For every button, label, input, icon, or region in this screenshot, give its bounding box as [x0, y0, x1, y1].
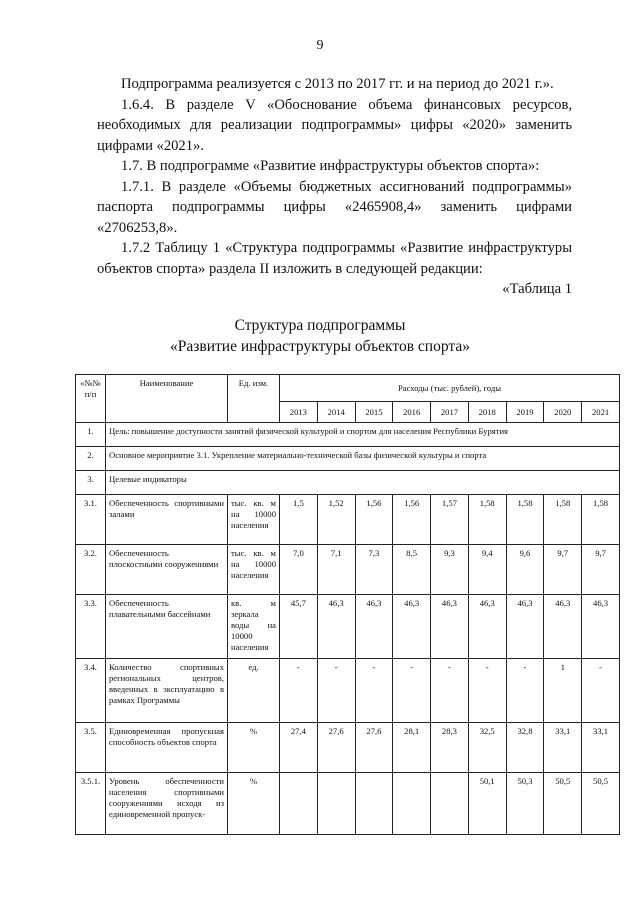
- value-cell: 46,3: [431, 595, 469, 659]
- body-text: [97, 74, 572, 300]
- indicator-name: Уровень обеспеченности населения спортивными сооружениями исходя из единовременной пропуск-: [106, 773, 228, 835]
- value-cell: 27,4: [280, 723, 318, 773]
- paragraph-3: 1.7. В подпрограмме «Развитие инфраструктуры объектов спорта»:: [121, 158, 540, 174]
- table-row: [76, 595, 620, 659]
- value-cell: 7,3: [355, 545, 393, 595]
- page-number: 9: [316, 38, 324, 53]
- value-cell: 28,1: [393, 723, 431, 773]
- value-cell: 46,3: [393, 595, 431, 659]
- value-cell: 27,6: [355, 723, 393, 773]
- indicators-text: Целевые индикаторы: [106, 471, 620, 495]
- year-cell: 2015: [355, 402, 393, 423]
- value-cell: -: [506, 659, 544, 723]
- value-cell: 1,52: [317, 495, 355, 545]
- value-cell: -: [393, 659, 431, 723]
- value-cell: 1,58: [468, 495, 506, 545]
- value-cell: 1: [544, 659, 582, 723]
- value-cell: 33,1: [544, 723, 582, 773]
- header-number: «№№ п/п: [76, 375, 106, 423]
- year-cell: 2018: [468, 402, 506, 423]
- row-number: 3.5.: [76, 723, 106, 773]
- header-expenses: Расходы (тыс. рублей), годы: [280, 375, 620, 402]
- indicator-unit: тыс. кв. м на 10000 населения: [228, 545, 280, 595]
- value-cell: 45,7: [280, 595, 318, 659]
- value-cell: 32,8: [506, 723, 544, 773]
- value-cell: 46,3: [317, 595, 355, 659]
- table-title-line-1: Структура подпрограммы: [234, 317, 406, 334]
- value-cell: 8,5: [393, 545, 431, 595]
- year-cell: 2017: [431, 402, 469, 423]
- row-number: 3.4.: [76, 659, 106, 723]
- value-cell: 1,57: [431, 495, 469, 545]
- structure-table: [75, 374, 620, 835]
- value-cell: 1,56: [355, 495, 393, 545]
- table-reference: «Таблица 1: [502, 281, 572, 297]
- value-cell: 9,7: [582, 545, 620, 595]
- value-cell: 1,58: [544, 495, 582, 545]
- row-number: 3.1.: [76, 495, 106, 545]
- indicator-unit: %: [228, 723, 280, 773]
- value-cell: 46,3: [582, 595, 620, 659]
- value-cell: 50,5: [544, 773, 582, 835]
- year-cell: 2013: [280, 402, 318, 423]
- table-row: [76, 723, 620, 773]
- value-cell: 32,5: [468, 723, 506, 773]
- table-title-line-2: «Развитие инфраструктуры объектов спорта»: [170, 338, 470, 355]
- table-row: [76, 773, 620, 835]
- value-cell: -: [317, 659, 355, 723]
- table-row: [76, 495, 620, 545]
- table-row: [76, 471, 620, 495]
- table-header-row: [76, 375, 620, 402]
- value-cell: 50,3: [506, 773, 544, 835]
- indicator-unit: тыс. кв. м на 10000 населения: [228, 495, 280, 545]
- year-cell: 2020: [544, 402, 582, 423]
- value-cell: 50,5: [582, 773, 620, 835]
- value-cell: 50,1: [468, 773, 506, 835]
- indicator-unit: кв. м зеркала воды на 10000 населения: [228, 595, 280, 659]
- value-cell: [393, 773, 431, 835]
- year-cell: 2019: [506, 402, 544, 423]
- value-cell: 1,5: [280, 495, 318, 545]
- value-cell: -: [280, 659, 318, 723]
- row-number: 3.: [76, 471, 106, 495]
- value-cell: -: [355, 659, 393, 723]
- value-cell: -: [582, 659, 620, 723]
- paragraph-4: 1.7.1. В разделе «Объемы бюджетных ассигнований подпрограммы» паспорта подпрограммы цифры «2465908,4» заменить цифрами «2706253,8».: [97, 178, 572, 236]
- indicator-name: Обеспеченность плоскостными сооружениями: [106, 545, 228, 595]
- header-name: Наименование: [106, 375, 228, 423]
- year-cell: 2021: [582, 402, 620, 423]
- value-cell: 9,4: [468, 545, 506, 595]
- row-number: 1.: [76, 423, 106, 447]
- value-cell: -: [468, 659, 506, 723]
- year-cell: 2016: [393, 402, 431, 423]
- indicator-name: Единовременная пропускная способность объектов спорта: [106, 723, 228, 773]
- indicator-name: Количество спортивных региональных центров, введенных в эксплуатацию в рамках Программы: [106, 659, 228, 723]
- row-number: 2.: [76, 447, 106, 471]
- value-cell: 46,3: [355, 595, 393, 659]
- paragraph-5: 1.7.2 Таблицу 1 «Структура подпрограммы «Развитие инфраструктуры объектов спорта» раздела II изложить в следующей редакции:: [97, 240, 572, 277]
- table-row: [76, 423, 620, 447]
- value-cell: 28,3: [431, 723, 469, 773]
- goal-text: Цель: повышение доступности занятий физической культурой и спортом для населения Республики Бурятия: [106, 423, 620, 447]
- indicator-unit: %: [228, 773, 280, 835]
- value-cell: [431, 773, 469, 835]
- table-row: [76, 545, 620, 595]
- value-cell: 1,58: [582, 495, 620, 545]
- value-cell: 46,3: [544, 595, 582, 659]
- paragraph-1: Подпрограмма реализуется с 2013 по 2017 гг. и на период до 2021 г.».: [121, 76, 554, 92]
- value-cell: 9,7: [544, 545, 582, 595]
- row-number: 3.3.: [76, 595, 106, 659]
- value-cell: 46,3: [468, 595, 506, 659]
- row-number: 3.5.1.: [76, 773, 106, 835]
- table-row: [76, 659, 620, 723]
- value-cell: 7,0: [280, 545, 318, 595]
- value-cell: 1,58: [506, 495, 544, 545]
- value-cell: 27,6: [317, 723, 355, 773]
- value-cell: -: [431, 659, 469, 723]
- header-unit: Ед. изм.: [228, 375, 280, 423]
- indicator-name: Обеспеченность плавательными бассейнами: [106, 595, 228, 659]
- value-cell: [355, 773, 393, 835]
- indicator-unit: ед.: [228, 659, 280, 723]
- value-cell: 7,1: [317, 545, 355, 595]
- paragraph-2: 1.6.4. В разделе V «Обоснование объема финансовых ресурсов, необходимых для реализации подпрограммы» цифры «2020» заменить цифрами «2021».: [97, 96, 572, 154]
- value-cell: [317, 773, 355, 835]
- activity-text: Основное мероприятие 3.1. Укрепление материально-технической базы физической культуры и спорта: [106, 447, 620, 471]
- value-cell: [280, 773, 318, 835]
- value-cell: 1,56: [393, 495, 431, 545]
- value-cell: 33,1: [582, 723, 620, 773]
- value-cell: 9,3: [431, 545, 469, 595]
- indicator-name: Обеспеченность спортивными залами: [106, 495, 228, 545]
- value-cell: 46,3: [506, 595, 544, 659]
- year-cell: 2014: [317, 402, 355, 423]
- table-row: [76, 447, 620, 471]
- row-number: 3.2.: [76, 545, 106, 595]
- value-cell: 9,6: [506, 545, 544, 595]
